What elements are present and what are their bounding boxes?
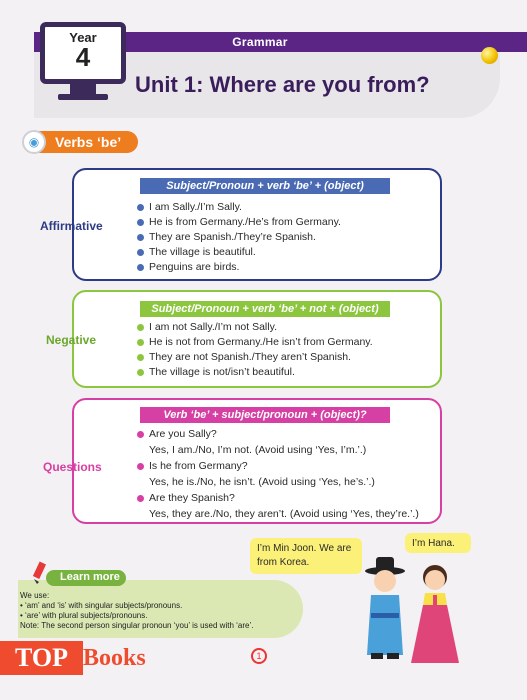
year-label: Year	[69, 30, 97, 45]
affirmative-formula: Subject/Pronoun + verb ‘be’ + (object)	[140, 178, 390, 194]
question-line: Is he from Germany?	[137, 460, 248, 472]
answer-line: Yes, I am./No, I’m not. (Avoid using ‘Yes, I’m.’.)	[149, 444, 367, 456]
answer-line: Yes, he is./No, he isn’t. (Avoid using ‘Yes, he’s.’.)	[149, 476, 375, 488]
learn-more-line: We use:	[20, 591, 50, 600]
negative-line: They are not Spanish./They aren’t Spanish.	[137, 351, 351, 363]
logo-top: TOP	[0, 641, 83, 675]
negative-label: Negative	[46, 333, 97, 347]
audio-icon[interactable]: ◉	[22, 130, 46, 154]
monitor-stand	[70, 84, 96, 94]
affirmative-line: They are Spanish./They’re Spanish.	[137, 231, 316, 243]
learn-more-line: Note: The second person singular pronoun ‘you’ is used with ‘are’.	[20, 621, 254, 630]
bullet-icon	[137, 369, 144, 376]
bullet-icon	[137, 324, 144, 331]
year-number: 4	[75, 42, 91, 72]
affirmative-line: I am Sally./I’m Sally.	[137, 201, 242, 213]
speech-bubble-boy: I’m Min Joon. We are from Korea.	[250, 538, 362, 574]
speech-bubble-girl: I’m Hana.	[405, 533, 471, 553]
banner-label: Grammar	[232, 35, 288, 49]
answer-line: Yes, they are./No, they aren’t. (Avoid using ‘Yes, they’re.’.)	[149, 508, 419, 520]
bullet-icon	[137, 431, 144, 438]
negative-formula: Subject/Pronoun + verb ‘be’ + not + (object)	[140, 301, 390, 317]
negative-line: I am not Sally./I’m not Sally.	[137, 321, 277, 333]
monitor-base	[58, 94, 108, 100]
learn-more-line: • ‘am’ and ‘is’ with singular subjects/pronouns.	[20, 601, 183, 610]
affirmative-line: Penguins are birds.	[137, 261, 239, 273]
bullet-icon	[137, 204, 144, 211]
bullet-icon	[137, 234, 144, 241]
bullet-icon	[137, 219, 144, 226]
year-monitor-icon	[40, 22, 126, 84]
bullet-icon	[137, 339, 144, 346]
question-line: Are you Sally?	[137, 428, 217, 440]
learn-more-title: Learn more	[60, 571, 120, 583]
questions-label: Questions	[43, 460, 102, 474]
affirmative-label: Affirmative	[40, 219, 103, 233]
pencil-icon	[28, 560, 50, 584]
learn-more-line: • ‘are’ with plural subjects/pronouns.	[20, 611, 148, 620]
logo-books: Books	[83, 645, 146, 671]
kids-illustration	[355, 555, 465, 670]
question-line: Are they Spanish?	[137, 492, 235, 504]
orb-icon	[481, 47, 498, 64]
bullet-icon	[137, 495, 144, 502]
bullet-icon	[137, 463, 144, 470]
bullet-icon	[137, 249, 144, 256]
affirmative-line: He is from Germany./He’s from Germany.	[137, 216, 341, 228]
negative-line: He is not from Germany./He isn’t from Germany.	[137, 336, 373, 348]
bullet-icon	[137, 264, 144, 271]
negative-line: The village is not/isn’t beautiful.	[137, 366, 295, 378]
section-title: Verbs ‘be’	[55, 134, 122, 150]
page-title: Unit 1: Where are you from?	[135, 72, 430, 97]
page-number: 1	[251, 648, 267, 664]
bullet-icon	[137, 354, 144, 361]
questions-formula: Verb ‘be’ + subject/pronoun + (object)?	[140, 407, 390, 423]
affirmative-line: The village is beautiful.	[137, 246, 256, 258]
